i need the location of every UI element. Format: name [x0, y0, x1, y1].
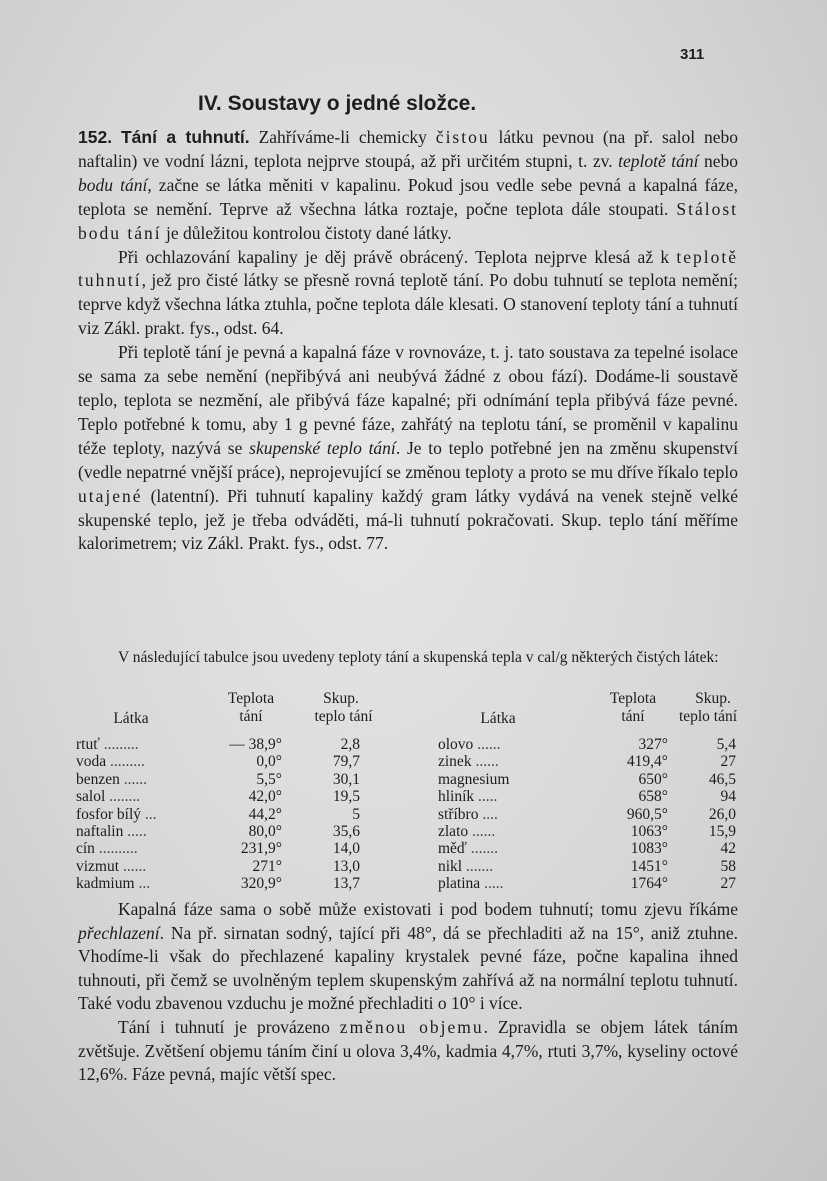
substance-name: [438, 875, 566, 892]
paragraph-melting: [78, 126, 738, 246]
leader-dots: ......: [475, 753, 499, 771]
table-row: [438, 875, 738, 892]
leader-dots: ...: [138, 875, 151, 893]
substance-name: [76, 788, 204, 805]
substance-name: [76, 858, 204, 875]
table-row: [76, 771, 386, 788]
text-run: , jež pro čisté látky se přesně rovná teplotě tání. Po dobu tuhnutí se teplota nemění; teprve když všechna látka ztuhla, počne teplota dále klesati. O stanovení teploty tání a tuhnutí viz Zákl. prakt. fys., odst. 64.: [78, 270, 738, 339]
substance-name: [76, 806, 204, 823]
substance-label: naftalin: [76, 823, 124, 840]
section-title: Tání a tuhnutí.: [120, 127, 250, 147]
header-temp-1: Teplota: [609, 690, 657, 707]
substance-label: rtuť: [76, 736, 100, 753]
substance-label: stříbro: [438, 805, 479, 823]
header-heat-1: Skup.: [695, 690, 731, 707]
melting-temp: 231,9°: [240, 840, 282, 858]
text-run: nebo: [698, 150, 738, 171]
latent-heat: 58: [720, 857, 736, 875]
melting-temp: 5,5°: [256, 770, 282, 788]
table-row: [76, 823, 386, 840]
substance-label: hliník: [438, 788, 475, 806]
melting-temp: 0,0°: [256, 753, 282, 771]
melting-temp: 1083°: [630, 840, 668, 858]
continuation-body: [78, 898, 738, 1087]
latent-heat: 5: [352, 805, 360, 823]
header-temp-2: tání: [621, 708, 645, 725]
melting-temp: 42,0°: [248, 788, 282, 806]
text-run: . Na př. sirnatan sodný, tající při 48°, dá se přechladiti až na 15°, aniž ztuhne. Vhodíme-li však do přechlazené kapaliny krystalek pevné fáze, počne kapalina ihned tuhnouti, při čemž se uvolněným teplem skupenským zahřívá až na normální teplotu tuhnutí. Také vodu zbavenou vzduchu je možné přechladiti o 10° i více.: [78, 922, 738, 1014]
substance-label: magnesium: [438, 770, 510, 788]
spaced-term: změnou objemu: [339, 1016, 484, 1037]
latent-heat: 30,1: [332, 770, 360, 788]
table-row: [76, 858, 386, 875]
leader-dots: .........: [103, 736, 139, 753]
substance-name: [76, 875, 204, 892]
page-number: 311: [680, 46, 705, 63]
substance-name: [438, 753, 566, 770]
table-row: [438, 736, 738, 753]
leader-dots: ......: [122, 857, 147, 875]
table-intro-text: V následující tabulce jsou uvedeny teploty tání a skupenská tepla v cal/g některých čistých látek:: [118, 649, 719, 666]
substance-label: vizmut: [76, 857, 120, 875]
latent-heat: 46,5: [708, 770, 736, 788]
melting-table: [76, 684, 736, 894]
header-temp-1: Teplota: [227, 690, 275, 707]
melting-temp: 327°: [638, 736, 668, 753]
text-run: (latentní). Při tuhnutí kapaliny každý gram látky vydává na venek stejně velké skupenské teplo, jež je třeba odváděti, má-li tuhnutí pokračovati. Skup. teplo tání měříme kalorimetrem; viz Zákl. Prakt. fys., odst. 77.: [78, 485, 738, 554]
paragraph-volume: [78, 1016, 738, 1087]
substance-name: [438, 736, 566, 753]
latent-heat: 15,9: [708, 823, 736, 840]
melting-temp: 1451°: [630, 857, 668, 875]
table-row: [438, 858, 738, 875]
leader-dots: ...: [144, 805, 157, 823]
latent-heat: 27: [720, 753, 736, 771]
italic-term: teplotě tání: [618, 150, 699, 171]
substance-label: kadmium: [76, 875, 135, 893]
melting-temp: 1063°: [630, 823, 668, 840]
substance-label: zlato: [438, 823, 469, 840]
table-row: [76, 840, 386, 857]
paragraph-equilibrium: [78, 341, 738, 556]
text-run: Tání i tuhnutí je provázeno: [118, 1016, 340, 1037]
leader-dots: ......: [123, 770, 148, 788]
text-run: látku pevnou (na př. salol nebo naftalin) ve vodní lázni, teplota nejprve stoupá, až při určitém stupni, t. zv.: [78, 127, 739, 171]
substance-name: [438, 806, 566, 823]
paragraph-supercooling: [78, 898, 738, 1016]
melting-temp: 658°: [638, 788, 668, 806]
text-run: , začne se látka měniti v kapalinu. Pokud jsou vedle sebe pevná a kapalná fáze, teplota se nemění. Teprve až všechna látka roztaje, počne teplota dále stoupati.: [78, 174, 738, 219]
text-run: Při teplotě tání je pevná a kapalná fáze v rovnováze, t. j. tato soustava za tepelné isolace se sama za sebe nemění (nepřibývá ani neubývá žádné z obou fází). Dodáme-li soustavě teplo, teplota se nezmění, ale přibývá fáze kapalné; při odnímání tepla přibývá fáze pevné. Teplo potřebné k tomu, aby 1 g pevné fáze, zahřátý na teplotu tání, se proměnil v kapalinu téže teploty, nazývá se: [78, 342, 738, 458]
leader-dots: ........: [109, 788, 141, 806]
melting-temp: 419,4°: [626, 753, 668, 771]
section-body: [78, 126, 738, 556]
substance-label: cín: [76, 840, 95, 858]
italic-term: skupenské teplo tání: [249, 437, 396, 458]
leader-dots: ......: [472, 823, 496, 840]
table-row: [76, 736, 386, 753]
substance-label: benzen: [76, 770, 120, 788]
latent-heat: 26,0: [708, 805, 736, 823]
header-heat-2: teplo tání: [314, 708, 373, 725]
latent-heat: 14,0: [332, 840, 360, 858]
table-row: [438, 806, 738, 823]
leader-dots: .....: [478, 788, 498, 806]
melting-temp: 271°: [252, 857, 282, 875]
substance-label: zinek: [438, 753, 472, 771]
table-row: [438, 788, 738, 805]
header-heat-2: teplo tání: [678, 708, 738, 725]
italic-term: bodu tání: [78, 174, 148, 195]
substance-label: olovo: [438, 736, 474, 753]
section-number: 152.: [78, 127, 113, 147]
spaced-term: čistou: [435, 127, 490, 147]
melting-temp: 960,5°: [626, 805, 668, 823]
table-row: [438, 753, 738, 770]
melting-temp: 44,2°: [248, 805, 282, 823]
leader-dots: ......: [477, 736, 501, 753]
substance-label: voda: [76, 753, 107, 771]
substance-name: [438, 858, 566, 875]
leader-dots: .........: [110, 753, 145, 771]
substance-name: [438, 788, 566, 805]
spaced-term: utajené: [78, 485, 143, 506]
substance-name: [76, 823, 204, 840]
spaced-term: teplotě tuhnutí: [78, 246, 738, 291]
leader-dots: .......: [470, 840, 498, 858]
text-run: . Je to teplo potřebné jen na změnu skupenství (vedle nepatrné vnější práce), neprojevující se změnou teploty a proto se mu dříve říkalo teplo: [78, 437, 739, 482]
latent-heat: 94: [720, 788, 736, 806]
substance-label: salol: [76, 788, 106, 806]
table-row: [76, 875, 386, 892]
table-row: [76, 806, 386, 823]
substance-name: [438, 823, 566, 840]
latent-heat: 42: [720, 840, 736, 858]
leader-dots: ....: [482, 805, 498, 823]
spaced-term: Stálost bodu tání: [78, 198, 738, 243]
melting-temp: 80,0°: [248, 823, 282, 840]
substance-label: měď: [438, 840, 467, 858]
header-temp-2: tání: [239, 708, 263, 725]
text-run: Při ochlazování kapaliny je děj právě obrácený. Teplota nejprve klesá až k: [118, 246, 677, 267]
substance-name: [438, 840, 566, 857]
table-row: [438, 771, 738, 788]
substance-label: platina: [438, 875, 481, 893]
italic-term: přechlazení: [78, 922, 160, 943]
chapter-title: IV. Soustavy o jedné složce.: [198, 92, 477, 115]
substance-name: [76, 736, 204, 753]
table-row: [438, 840, 738, 857]
substance-label: nikl: [438, 857, 463, 875]
melting-temp: 1764°: [630, 875, 668, 893]
latent-heat: 35,6: [332, 823, 360, 840]
header-heat-1: Skup.: [323, 690, 359, 707]
substance-name: [76, 771, 204, 788]
latent-heat: 13,0: [332, 857, 360, 875]
leader-dots: ..........: [98, 840, 138, 858]
melting-temp: — 38,9°: [229, 736, 282, 753]
substance-name: [76, 753, 204, 770]
latent-heat: 79,7: [332, 753, 360, 771]
table-row: [438, 823, 738, 840]
melting-temp: 650°: [638, 770, 668, 788]
text-run: Zahříváme-li chemicky: [249, 127, 436, 147]
paragraph-cooling: [78, 246, 738, 342]
text-run: je důležitou kontrolou čistoty dané látky.: [161, 222, 452, 243]
latent-heat: 27: [720, 875, 736, 893]
substance-label: fosfor bílý: [76, 805, 142, 823]
leader-dots: .......: [466, 857, 494, 875]
latent-heat: 19,5: [332, 788, 360, 806]
text-run: . Zpravidla se objem látek táním zvětšuje. Zvětšení objemu táním činí u olova 3,4%, kadmia 4,7%, rtuti 3,7%, kyseliny octové 12,6%. Fáze pevná, majíc větší spec.: [78, 1016, 738, 1085]
leader-dots: .....: [127, 823, 147, 840]
substance-name: [438, 771, 566, 788]
leader-dots: .....: [484, 875, 504, 893]
table-row: [76, 788, 386, 805]
melting-temp: 320,9°: [240, 875, 282, 893]
header-substance: Látka: [480, 710, 516, 727]
table-intro: [78, 648, 728, 667]
latent-heat: 5,4: [716, 736, 736, 753]
substance-name: [76, 840, 204, 857]
header-substance: Látka: [113, 710, 149, 727]
table-row: [76, 753, 386, 770]
latent-heat: 13,7: [332, 875, 360, 893]
latent-heat: 2,8: [340, 736, 360, 753]
text-run: Kapalná fáze sama o sobě může existovati i pod bodem tuhnutí; tomu zjevu říkáme: [118, 899, 738, 919]
